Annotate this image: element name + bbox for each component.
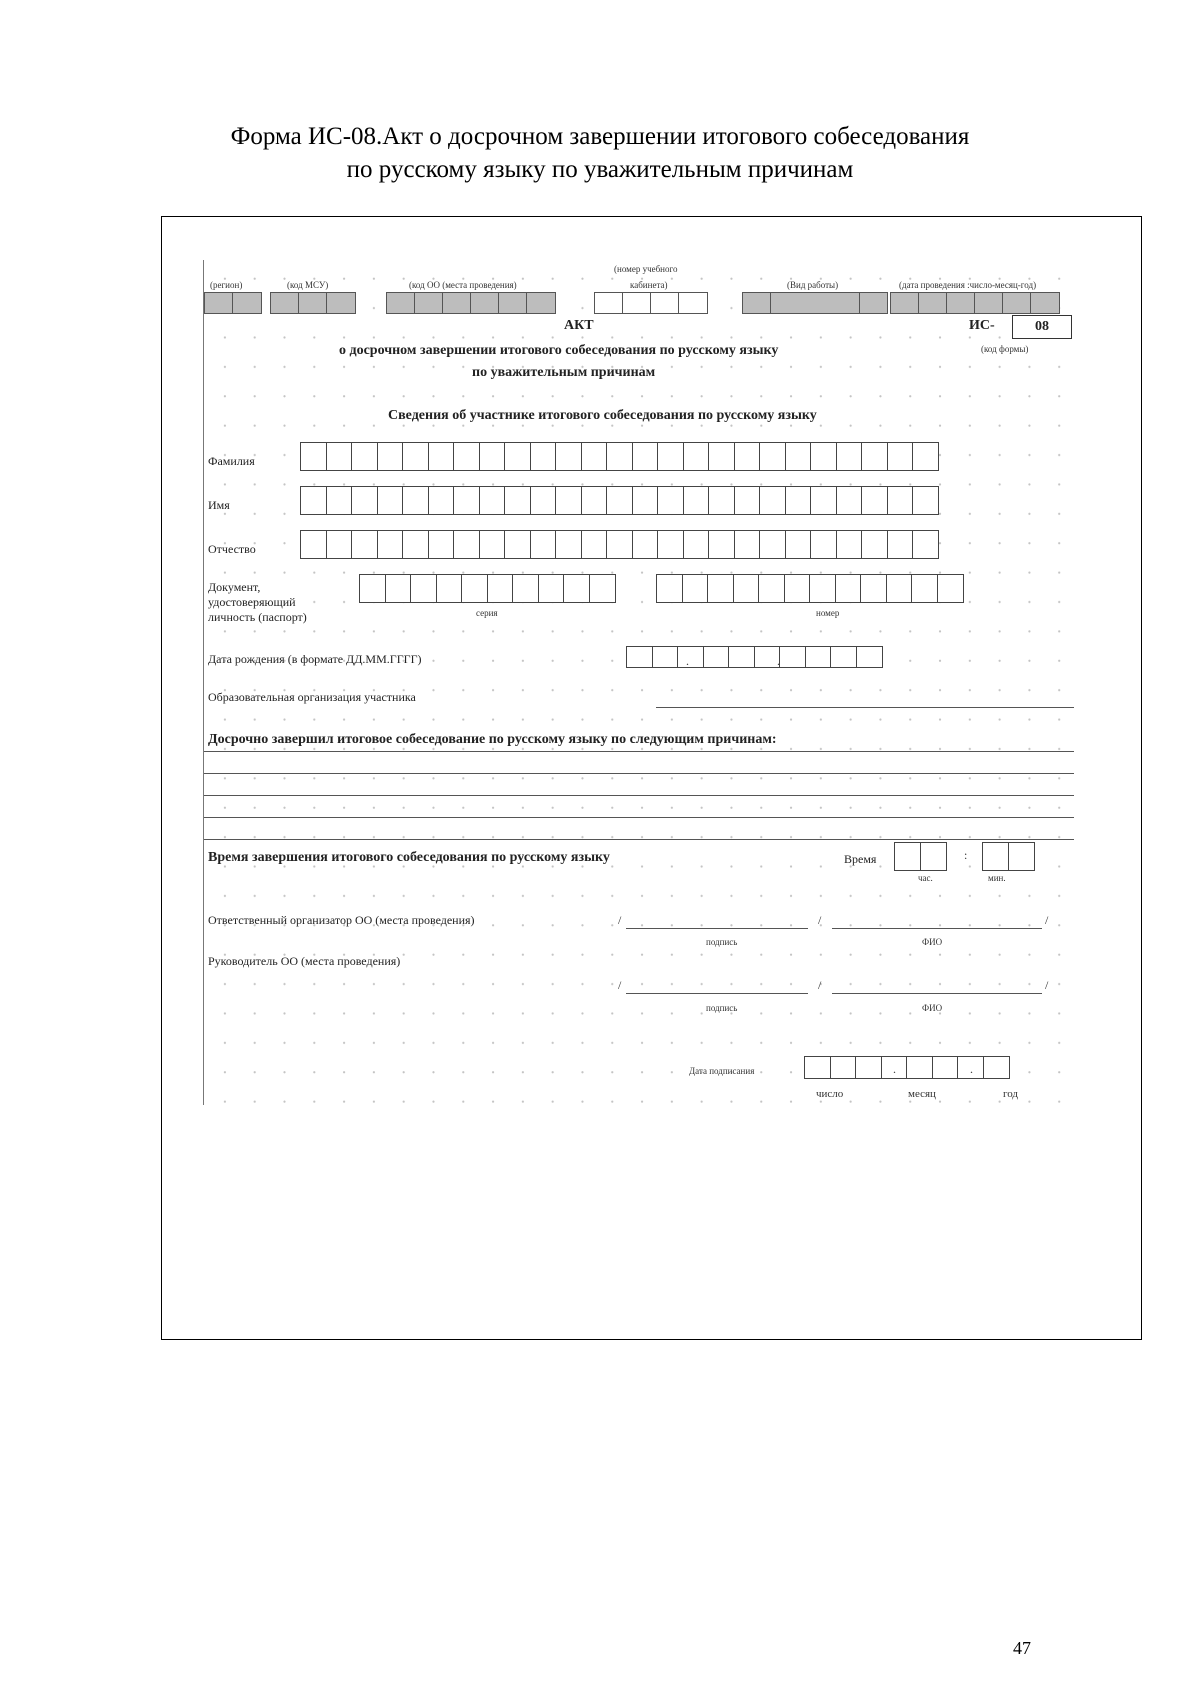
label-work: (Вид работы) (787, 280, 839, 290)
label-room-2: кабинета) (630, 280, 668, 290)
organizer-signature-line[interactable] (626, 928, 808, 929)
label-series: серия (476, 608, 498, 618)
form-is-08 (203, 260, 1074, 1105)
label-hours: час. (918, 873, 933, 883)
label-msu: (код МСУ) (287, 280, 329, 290)
organizer-slash-2: / (818, 913, 822, 927)
reasons-line-2[interactable] (204, 795, 1074, 796)
label-name: Имя (208, 498, 230, 512)
label-year: год (1003, 1088, 1019, 1100)
label-oo: (код ОО (места проведения) (409, 280, 517, 290)
label-document-1: Документ, (208, 580, 261, 594)
form-code-box (1012, 315, 1071, 339)
birthdate-dot-1: . (686, 654, 689, 668)
label-date: (дата проведения :число-месяц-год) (899, 280, 1037, 290)
reasons-line-3[interactable] (204, 817, 1074, 818)
label-month: месяц (908, 1088, 936, 1100)
time-label: Время (844, 852, 877, 866)
head-slash-1: / (618, 978, 622, 992)
organization-line[interactable] (656, 707, 1074, 708)
reasons-line-1[interactable] (204, 773, 1074, 774)
label-number: номер (816, 608, 840, 618)
label-sign-date: Дата подписания (689, 1066, 755, 1076)
page-number: 47 (1013, 1638, 1031, 1658)
sign-date-dot-1: . (893, 1062, 896, 1076)
reasons-line-0 (204, 751, 1074, 752)
reasons-line-4[interactable] (204, 839, 1074, 840)
time-colon: : (964, 848, 968, 862)
birthdate-cells[interactable] (626, 646, 881, 668)
label-region: (регион) (210, 280, 243, 290)
end-time-label: Время завершения итогового собеседования по русскому языку (208, 850, 610, 865)
act-subtitle-line-1: о досрочном завершении итогового собеседования по русскому языку (339, 343, 779, 358)
head-fio-label: ФИО (922, 1003, 943, 1013)
document-title-line-1: Форма ИС-08.Акт о досрочном завершении итогового собеседования (230, 123, 970, 150)
head-slash-3: / (1045, 978, 1049, 992)
label-organization: Образовательная организация участника (208, 690, 416, 704)
surname-cells[interactable] (300, 442, 938, 471)
label-document-3: личность (паспорт) (208, 610, 307, 624)
organizer-fio-label: ФИО (922, 937, 943, 947)
label-document-2: удостоверяющий (208, 595, 296, 609)
label-birthdate: Дата рождения (в формате ДД.ММ.ГГГГ) (208, 652, 422, 666)
organizer-slash-1: / (618, 913, 622, 927)
hours-cells[interactable] (894, 842, 945, 871)
head-fio-line[interactable] (832, 993, 1042, 994)
organizer-fio-line[interactable] (832, 928, 1042, 929)
label-head: Руководитель ОО (места проведения) (208, 954, 401, 968)
date-cells[interactable] (890, 292, 1058, 314)
region-cells[interactable] (204, 292, 260, 314)
form-code-prefix: ИС- (969, 318, 995, 333)
minutes-cells[interactable] (982, 842, 1033, 871)
label-surname: Фамилия (208, 454, 255, 468)
sign-date-cells[interactable] (804, 1056, 1008, 1079)
head-signature-label: подпись (706, 1003, 738, 1013)
form-code-label: (код формы) (981, 344, 1029, 354)
participant-section-title: Сведения об участнике итогового собеседования по русскому языку (388, 408, 817, 423)
patronymic-cells[interactable] (300, 530, 938, 559)
work-cells[interactable] (742, 292, 887, 314)
reasons-title: Досрочно завершил итоговое собеседование по русскому языку по следующим причинам: (208, 732, 777, 747)
label-minutes: мин. (988, 873, 1006, 883)
oo-cells[interactable] (386, 292, 554, 314)
msu-cells[interactable] (270, 292, 354, 314)
label-patronymic: Отчество (208, 542, 256, 556)
label-room-1: (номер учебного (614, 264, 678, 274)
passport-number-cells[interactable] (656, 574, 962, 603)
birthdate-dot-2: . (777, 654, 780, 668)
sign-date-dot-2: . (970, 1062, 973, 1076)
room-cells[interactable] (594, 292, 706, 314)
name-cells[interactable] (300, 486, 938, 515)
label-day: число (816, 1088, 844, 1100)
document-title-line-2: по русскому языку по уважительным причинам (346, 156, 854, 183)
label-organizer: Ответственный организатор ОО (места проведения) (208, 913, 475, 927)
passport-series-cells[interactable] (359, 574, 614, 603)
act-title: АКТ (564, 318, 594, 333)
act-subtitle-line-2: по уважительным причинам (472, 365, 656, 380)
organizer-signature-label: подпись (706, 937, 738, 947)
head-slash-2: / (818, 978, 822, 992)
head-signature-line[interactable] (626, 993, 808, 994)
organizer-slash-3: / (1045, 913, 1049, 927)
form-code-value: 08 (1035, 319, 1049, 334)
